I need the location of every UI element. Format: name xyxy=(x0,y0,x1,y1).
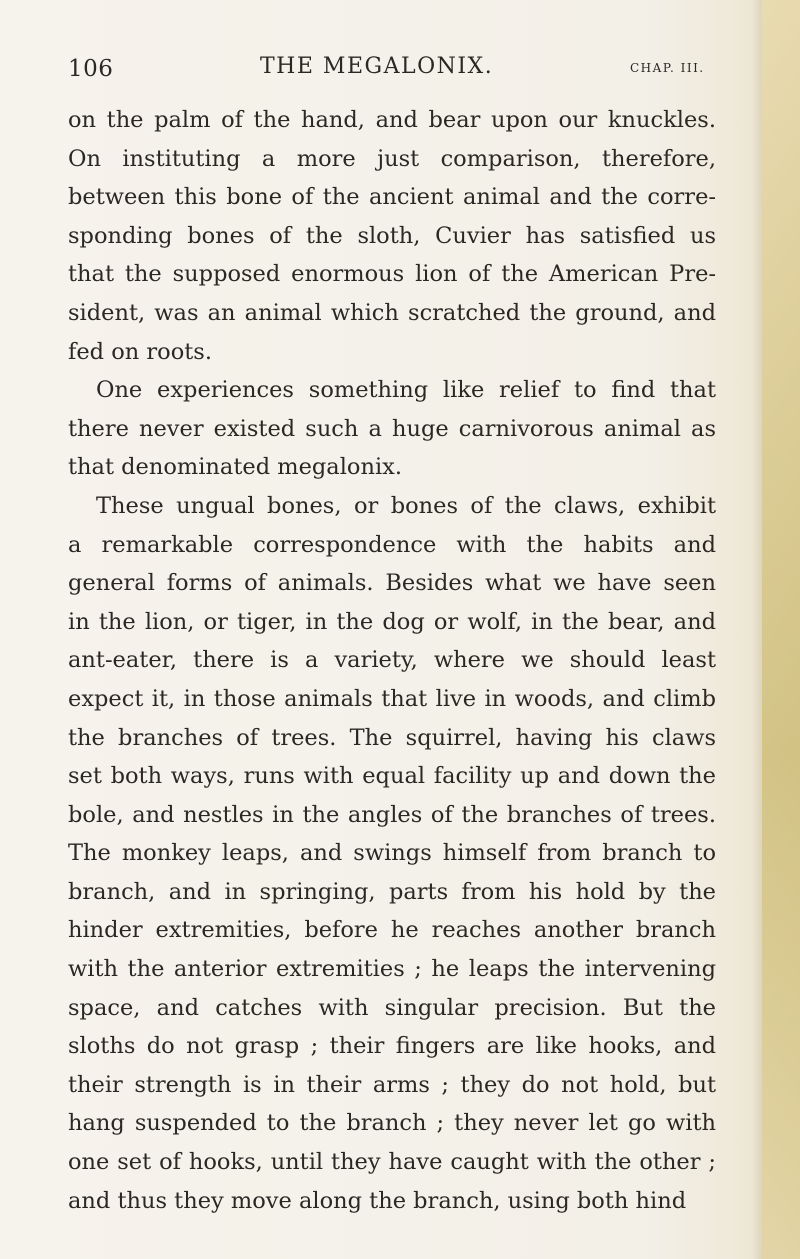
text-line: a remarkable correspondence with the habits and xyxy=(68,531,716,558)
text-line: between this bone of the ancient animal and the corre- xyxy=(68,184,716,211)
text-line: ant-eater, there is a variety, where we should least xyxy=(68,647,716,674)
page-number: 106 xyxy=(68,56,114,82)
text-line: bole, and nestles in the angles of the branches of trees. xyxy=(68,801,716,828)
text-line: hang suspended to the branch ; they never let go with xyxy=(68,1110,716,1137)
text-line: sponding bones of the sloth, Cuvier has satisfied us xyxy=(68,222,716,249)
chapter-mark: CHAP. III. xyxy=(630,61,705,75)
text-line: On instituting a more just comparison, therefore, xyxy=(68,145,716,172)
text-line: space, and catches with singular precision. But the xyxy=(68,994,716,1021)
paragraph-start-line: These ungual bones, or bones of the claws, exhibit xyxy=(96,492,716,519)
text-line: set both ways, runs with equal facility up and down the xyxy=(68,763,716,790)
text-line: the branches of trees. The squirrel, having his claws xyxy=(68,724,716,751)
text-line: one set of hooks, until they have caught with the other ; xyxy=(68,1149,716,1176)
text-line: fed on roots. xyxy=(68,338,212,365)
page-header xyxy=(68,52,718,88)
text-line: The monkey leaps, and swings himself from branch to xyxy=(68,840,716,867)
page-gutter-shadow xyxy=(752,0,762,1259)
text-line: sloths do not grasp ; their fingers are like hooks, and xyxy=(68,1033,716,1060)
text-line: general forms of animals. Besides what we have seen xyxy=(68,570,716,597)
page-edge xyxy=(762,0,800,1259)
text-line: hinder extremities, before he reaches another branch xyxy=(68,917,716,944)
text-line: branch, and in springing, parts from his hold by the xyxy=(68,878,716,905)
body-text xyxy=(68,101,716,1220)
text-line: with the anterior extremities ; he leaps the intervening xyxy=(68,956,716,983)
text-line: in the lion, or tiger, in the dog or wolf, in the bear, and xyxy=(68,608,716,635)
text-line: sident, was an animal which scratched the ground, and xyxy=(68,299,716,326)
text-line: and thus they move along the branch, using both hind xyxy=(68,1187,687,1214)
text-line: on the palm of the hand, and bear upon our knuckles. xyxy=(68,107,716,133)
text-line: their strength is in their arms ; they do not hold, but xyxy=(68,1071,716,1098)
running-title: THE MEGALONIX. xyxy=(260,54,494,79)
paragraph-start-line: One experiences something like relief to find that xyxy=(96,377,716,404)
text-line: expect it, in those animals that live in woods, and climb xyxy=(68,685,716,712)
text-line: that the supposed enormous lion of the American Pre- xyxy=(68,261,716,288)
text-line: there never existed such a huge carnivorous animal as xyxy=(68,415,716,442)
text-line: that denominated megalonix. xyxy=(68,454,402,481)
